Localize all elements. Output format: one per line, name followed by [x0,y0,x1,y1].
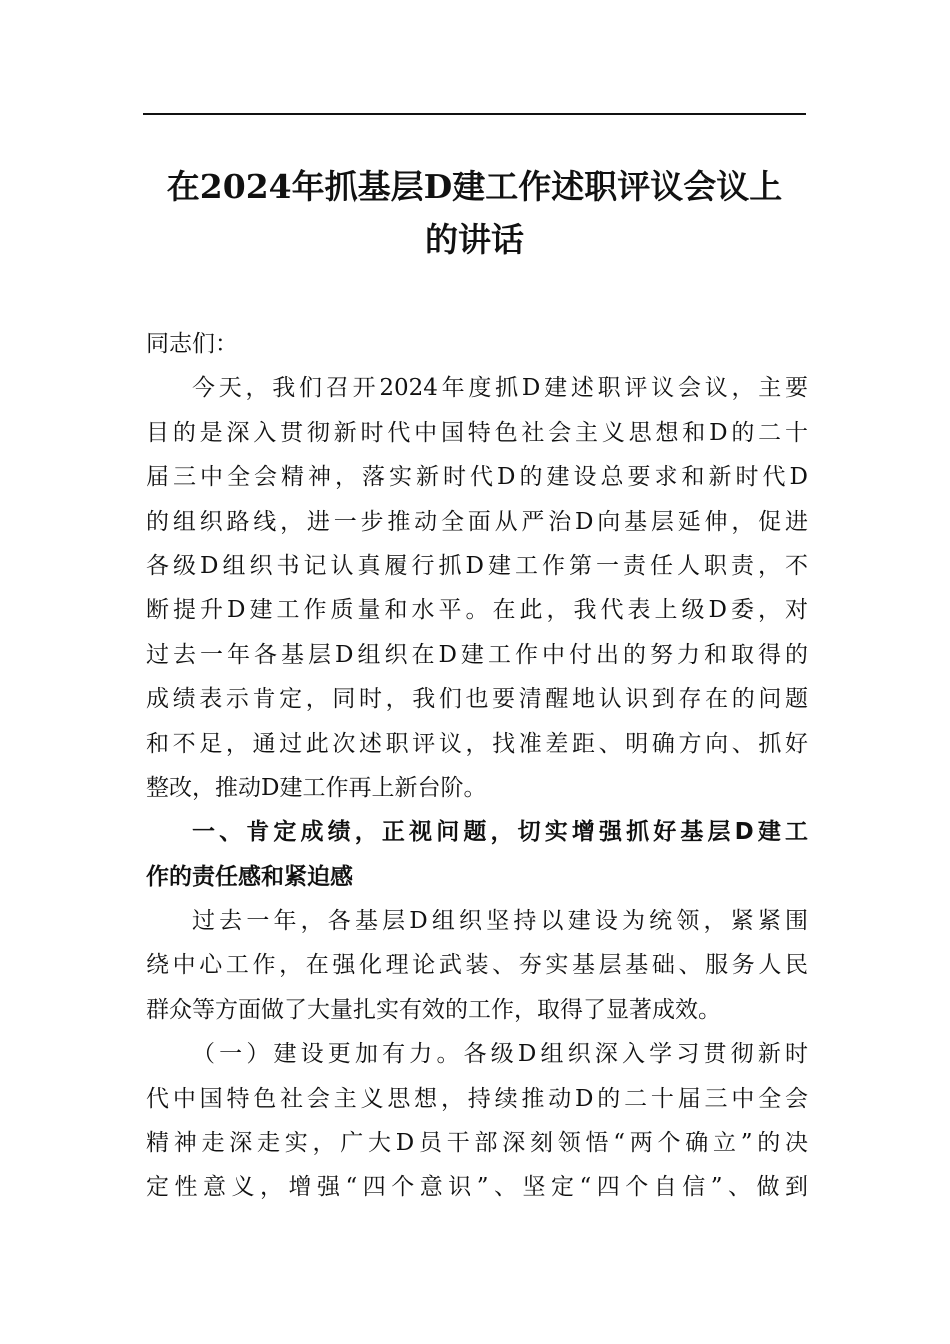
header-rule [143,113,806,115]
text-line: 定性意义，增强“四个意识”、坚定“四个自信”、做到 [146,1174,808,1201]
paragraph-subsection-1 [146,1032,808,1210]
text-line: 精神走深走实，广大D员干部深刻领悟“两个确立”的决 [146,1130,808,1157]
text-line: （一）建设更加有力。各级D组织深入学习贯彻新时 [192,1041,808,1068]
section-heading-1 [146,810,808,899]
page-title [143,160,806,266]
text-line: 目的是深入贯彻新时代中国特色社会主义思想和D的二十 [146,419,808,446]
text-line: 过去一年，各基层D组织坚持以建设为统领，紧紧围 [192,908,808,935]
heading-line: 一、肯定成绩，正视问题，切实增强抓好基层D建工 [192,819,808,846]
text-line: 代中国特色社会主义思想，持续推动D的二十届三中全会 [146,1085,808,1112]
paragraph-achievements [146,899,808,1032]
text-line: 群众等方面做了大量扎实有效的工作，取得了显著成效。 [146,996,721,1023]
text-line: 断提升D建工作质量和水平。在此，我代表上级D委，对 [146,597,808,624]
salutation: 同志们： [146,331,238,357]
text-line: 整改，推动D建工作再上新台阶。 [146,774,487,801]
title-line-1: 在2024年抓基层D建工作述职评议会议上 [166,167,783,206]
text-line: 成绩表示肯定，同时，我们也要清醒地认识到存在的问题 [146,686,808,713]
text-line: 和不足，通过此次述职评议，找准差距、明确方向、抓好 [146,730,808,757]
heading-line: 作的责任感和紧迫感 [146,863,353,890]
text-line: 今天，我们召开2024年度抓D建述职评议会议，主要 [192,375,808,402]
text-line: 过去一年各基层D组织在D建工作中付出的努力和取得的 [146,641,808,668]
paragraph-intro [146,366,808,810]
text-line: 的组织路线，进一步推动全面从严治D向基层延伸，促进 [146,508,808,535]
text-line: 届三中全会精神，落实新时代D的建设总要求和新时代D [146,464,808,491]
text-line: 绕中心工作，在强化理论武装、夯实基层基础、服务人民 [146,952,808,979]
text-line: 各级D组织书记认真履行抓D建工作第一责任人职责，不 [146,552,808,579]
title-line-2: 的讲话 [425,220,524,259]
document-body [146,322,808,1210]
